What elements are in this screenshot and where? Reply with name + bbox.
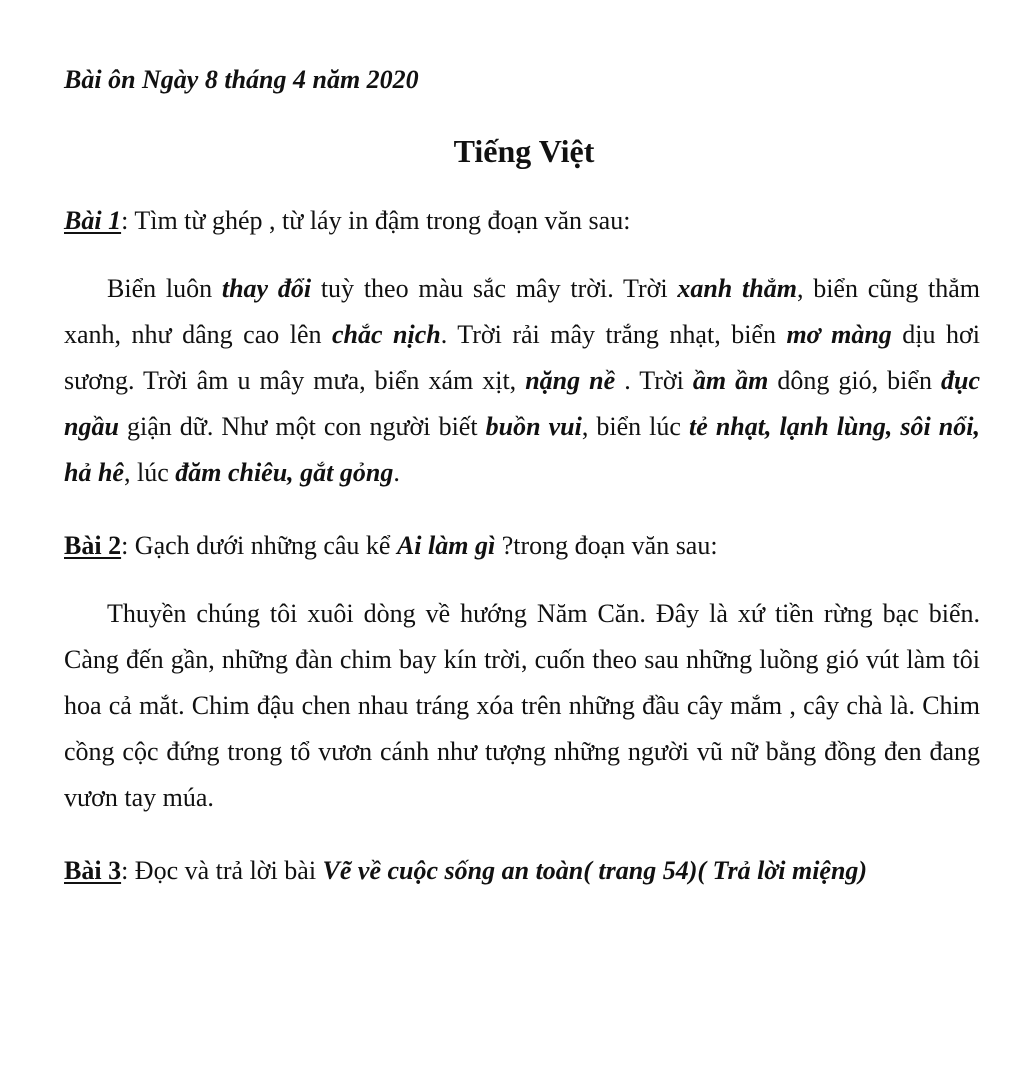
emphasized-phrase: buồn vui (485, 412, 582, 441)
exercise-1-instruction: : Tìm từ ghép , từ láy in đậm trong đoạn văn sau: (121, 206, 631, 235)
emphasized-phrase: đăm chiêu, gắt gỏng (175, 458, 394, 487)
page-title: Tiếng Việt (453, 133, 595, 169)
emphasized-phrase: mơ màng (786, 320, 892, 349)
emphasized-phrase: nặng nề (525, 366, 616, 395)
date-line: Bài ôn Ngày 8 tháng 4 năm 2020 (64, 65, 419, 94)
passage-text: giận dữ. Như một con người biết (118, 412, 486, 441)
passage-text: , lúc (123, 458, 176, 487)
exercise-2-instruction-before: : Gạch dưới những câu kể (121, 531, 397, 560)
emphasized-phrase: ầm ầm (692, 366, 769, 395)
exercise-2-label: Bài 2 (64, 531, 122, 560)
passage-text: Biển luôn (107, 274, 222, 303)
passage-text: , biển cũng thẳm xanh, như dâng cao lên (64, 274, 981, 349)
passage-text: tuỳ theo màu sắc mây trời. Trời (311, 274, 678, 303)
exercise-3-heading (64, 853, 867, 889)
exercise-2-heading (64, 528, 718, 564)
emphasized-phrase: thay đổi (221, 274, 312, 303)
passage-text: . Trời rải mây trắng nhạt, biển (440, 320, 787, 349)
passage-text: . (393, 458, 400, 487)
passage-text: . Trời (615, 366, 693, 395)
emphasized-phrase: tẻ nhạt, lạnh lùng, sôi nổi, hả hê (64, 412, 980, 487)
emphasized-phrase: chắc nịch (332, 320, 441, 349)
exercise-2-passage: Thuyền chúng tôi xuôi dòng về hướng Năm Căn. Đây là xứ tiền rừng bạc biển. Càng đến gần, những đàn chim bay kín trời, cuốn theo sau những luồng gió vút làm tôi hoa cả mắt. Chim đậu chen nhau tráng xóa trên những đầu cây mắm , cây chà là. Chim cồng cộc đứng trong tổ vươn cánh như tượng những người vũ nữ bằng đồng đen đang vươn tay múa. (64, 599, 980, 812)
emphasized-phrase: đục ngầu (64, 366, 980, 441)
passage-text: , biển lúc (581, 412, 689, 441)
exercise-1-label: Bài 1 (64, 206, 122, 235)
exercise-1-passage (64, 266, 980, 496)
emphasized-phrase: xanh thẳm (677, 274, 797, 303)
exercise-2-instruction-emphasis: Ai làm gì (396, 531, 496, 560)
exercise-1-heading (64, 203, 630, 239)
passage-text: dông gió, biển (768, 366, 941, 395)
exercise-3-instruction-before: : Đọc và trả lời bài (121, 856, 323, 885)
exercise-3-instruction-emphasis: Vẽ về cuộc sống an toàn( trang 54)( Trả lời miệng) (322, 856, 868, 885)
passage-text: dịu hơi sương. Trời âm u mây mưa, biển xám xịt, (64, 320, 980, 395)
exercise-3-label: Bài 3 (64, 856, 122, 885)
exercise-2-instruction-after: ?trong đoạn văn sau: (495, 531, 718, 560)
